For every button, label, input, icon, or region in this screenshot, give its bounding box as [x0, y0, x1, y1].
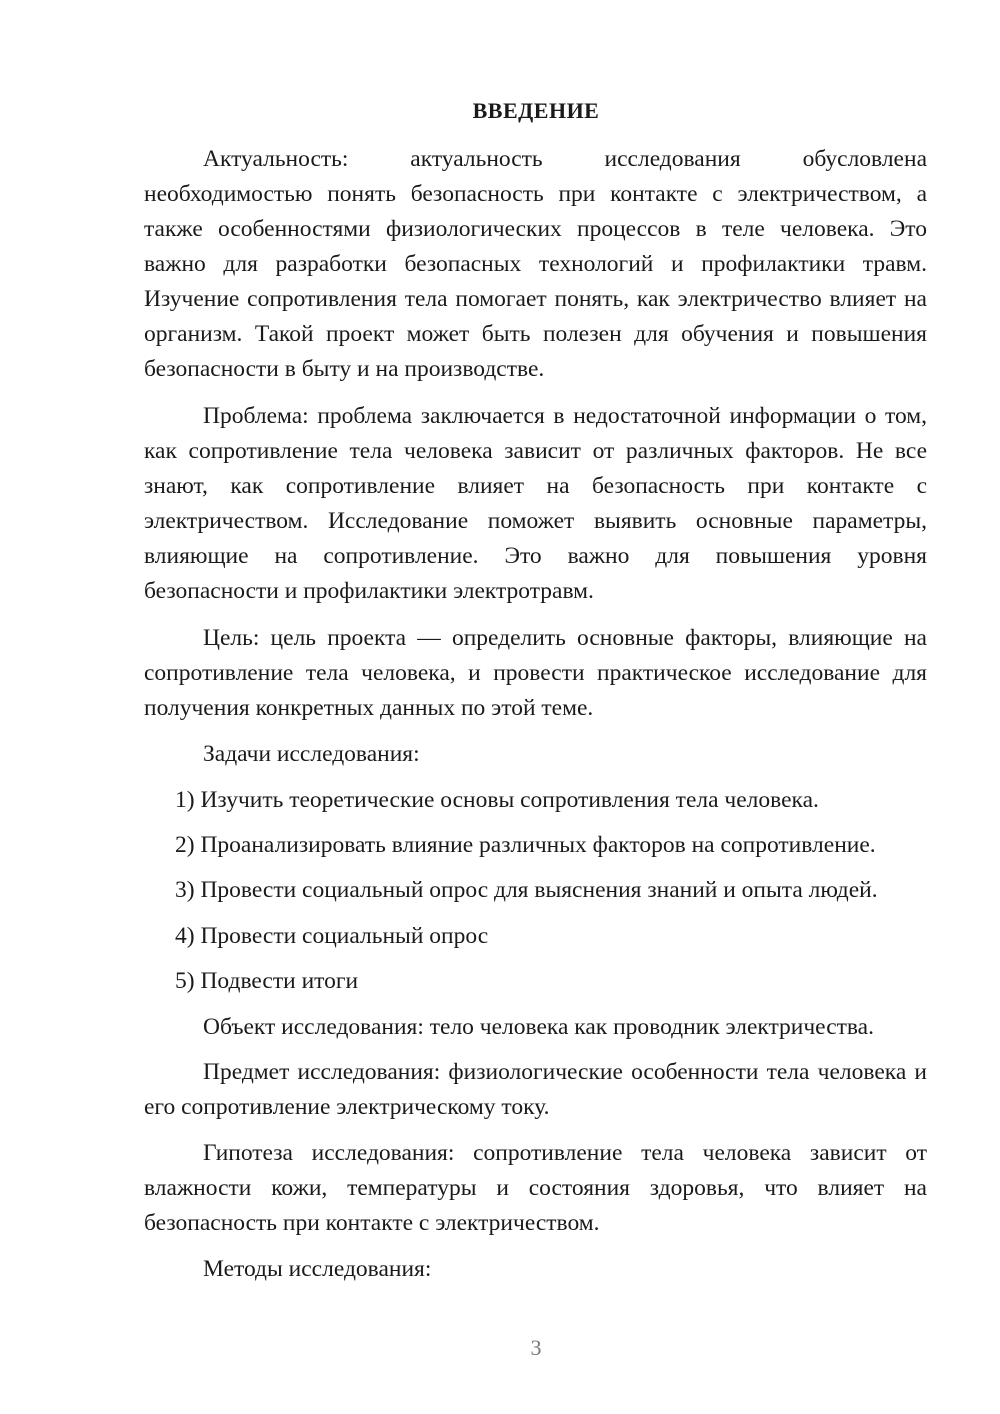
- paragraph-problem: Проблема: проблема заключается в недостаточной информации о том, как сопротивление тела человека зависит от различных факторов. Не все знают, как сопротивление влияет на безопасность при контакте с электричеством. Исследование поможет выявить основные параметры, влияющие на сопротивление. Это важно для повышения уровня безопасности и профилактики электротравм.: [144, 403, 927, 604]
- task-item-2: 2) Проанализировать влияние различных факторов на сопротивление.: [175, 832, 876, 858]
- task-item-4: 4) Провести социальный опрос: [175, 923, 489, 949]
- paragraph-relevance: Актуальность: актуальность исследования обусловлена необходимостью понять безопасность при контакте с электричеством, а также особенностями физиологических процессов в теле человека. Это важно для разработки безопасных технологий и профилактики травм. Изучение сопротивления тела помогает понять, как электричество влияет на организм. Такой проект может быть полезен для обучения и повышения безопасности в быту и на производстве.: [144, 146, 927, 382]
- tasks-heading: Задачи исследования:: [203, 741, 420, 767]
- methods-heading: Методы исследования:: [203, 1256, 432, 1282]
- task-item-5: 5) Подвести итоги: [175, 968, 359, 994]
- paragraph-goal: Цель: цель проекта — определить основные факторы, влияющие на сопротивление тела человека, и провести практическое исследование для получения конкретных данных по этой теме.: [144, 625, 927, 721]
- paragraph-subject: Предмет исследования: физиологические особенности тела человека и его сопротивление электрическому току.: [144, 1059, 927, 1120]
- paragraph-object: Объект исследования: тело человека как проводник электричества.: [203, 1014, 874, 1040]
- page-title: ВВЕДЕНИЕ: [472, 98, 600, 123]
- task-item-3: 3) Провести социальный опрос для выяснения знаний и опыта людей.: [175, 877, 878, 903]
- page-number: 3: [530, 1335, 542, 1360]
- task-item-1: 1) Изучить теоретические основы сопротивления тела человека.: [175, 787, 819, 813]
- paragraph-hypothesis: Гипотеза исследования: сопротивление тела человека зависит от влажности кожи, температуры и состояния здоровья, что влияет на безопасность при контакте с электричеством.: [144, 1140, 927, 1236]
